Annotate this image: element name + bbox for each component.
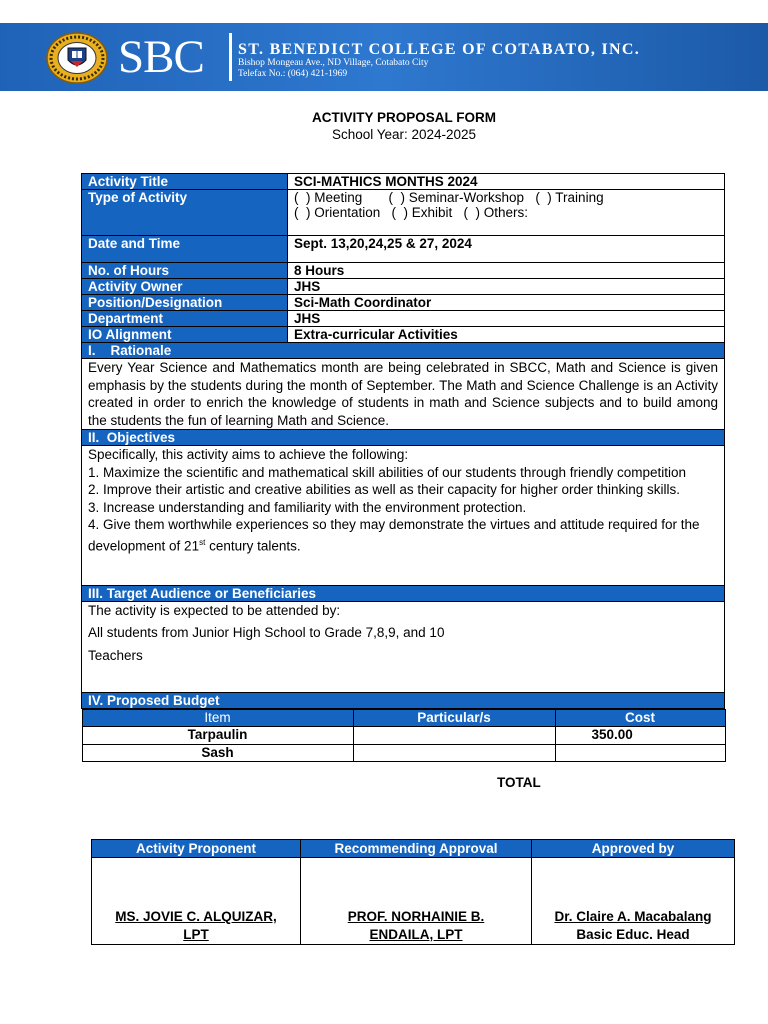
objectives-body-row [82,446,725,586]
objective-item-4-text: 4. Give them worthwhile experiences so they may demonstrate the virtues and attitude required for the development of 21 [88,517,700,553]
approver-signature [532,858,735,945]
school-address [238,58,428,80]
proponent-header: Activity Proponent [92,840,301,858]
budget-particulars [353,745,555,762]
department-value: JHS [288,311,725,327]
rationale-text: Every Year Science and Mathematics month are being celebrated in SBCC, Math and Science is given emphasis by the students during the month of September. The Math and Science Challenge is an Activity created in order to enrich the knowledge of students in math and Science subjects and to build among the students the fun of learning Math and Science. [82,359,725,430]
budget-table [82,709,726,762]
budget-col-item: Item [82,710,353,727]
audience-heading: III. Target Audience or Beneficiaries [82,586,725,602]
school-name: ST. BENEDICT COLLEGE OF COTABATO, INC. [238,41,641,58]
rationale-header-row [82,343,725,359]
objective-item-3: 3. Increase understanding and familiarity with the environment protection. [88,499,527,515]
address-line: Bishop Mongeau Ave., ND Village, Cotabato City [238,58,429,68]
objective-item-2: 2. Improve their artistic and creative abilities as well as their capacity for higher order thinking skills. [88,482,681,497]
objective-item-4 [88,516,718,555]
audience-body-row [82,602,725,693]
header-divider [229,33,232,81]
owner-label: Activity Owner [82,279,288,295]
audience-intro: The activity is expected to be attended by: [88,603,341,618]
owner-row [82,279,725,295]
budget-particulars [353,727,555,745]
signatories-header [92,840,735,858]
budget-cost [555,745,725,762]
date-label: Date and Time [82,236,288,263]
audience-line-students: All students from Junior High School to Grade 7,8,9, and 10 [88,625,445,640]
objectives-header-row [82,430,725,446]
objectives-content [82,446,725,586]
proponent-name: MS. JOVIE C. ALQUIZAR, [115,909,277,924]
hours-value: 8 Hours [288,263,725,279]
hours-label: No. of Hours [82,263,288,279]
position-row [82,295,725,311]
school-year: School Year: 2024-2025 [331,127,477,142]
io-value: Extra-curricular Activities [288,327,725,343]
audience-header-row [82,586,725,602]
position-label: Position/Designation [82,295,288,311]
budget-cost: 350.00 [555,727,725,745]
proponent-signature [92,858,301,945]
budget-total-label: TOTAL [497,775,541,790]
activity-type-line1: ( ) Meeting ( ) Seminar-Workshop ( ) Training [294,190,604,205]
recommending-header: Recommending Approval [301,840,532,858]
budget-header-row [82,693,725,709]
objective-item-4-sup: st [199,537,206,547]
department-row [82,311,725,327]
activity-title-value: SCI-MATHICS MONTHS 2024 [288,174,725,190]
date-value: Sept. 13,20,24,25 & 27, 2024 [288,236,725,263]
budget-heading: IV. Proposed Budget [82,693,725,709]
activity-title-label: Activity Title [82,174,288,190]
budget-item: Sash [82,745,353,762]
logo-text: SBC [118,31,204,83]
activity-type-row [82,190,725,236]
rationale-body-row [82,359,725,430]
objective-item-4-tail: century talents. [205,538,301,553]
owner-value: JHS [288,279,725,295]
io-row [82,327,725,343]
activity-type-line2: ( ) Orientation ( ) Exhibit ( ) Others: [294,205,529,220]
signatories-table [91,839,735,945]
budget-table-cell [82,709,725,763]
activity-type-label: Type of Activity [82,190,288,236]
telefax-line: Telefax No.: (064) 421-1969 [238,69,348,79]
recommending-credential: ENDAILA, LPT [369,927,463,942]
objective-item-1: 1. Maximize the scientific and mathematical skill abilities of our students through friendly competition [88,464,687,480]
position-value: Sci-Math Coordinator [288,295,725,311]
recommending-signature [301,858,532,945]
approved-header: Approved by [532,840,735,858]
approver-title: Basic Educ. Head [576,927,690,942]
rationale-heading: I. Rationale [82,343,725,359]
proponent-credential: LPT [183,927,209,942]
objectives-heading: II. Objectives [82,430,725,446]
table-row [82,727,725,745]
activity-type-options [288,190,725,236]
budget-col-particulars: Particular/s [353,710,555,727]
proposal-table [81,173,725,762]
io-label: IO Alignment [82,327,288,343]
activity-title-row [82,174,725,190]
college-seal-icon [44,30,110,86]
budget-item: Tarpaulin [82,727,353,745]
budget-col-cost: Cost [555,710,725,727]
table-row [82,745,725,762]
department-label: Department [82,311,288,327]
signatories-row [92,858,735,945]
date-row [82,236,725,263]
budget-table-row [82,709,725,763]
approver-name: Dr. Claire A. Macabalang [554,909,712,924]
objectives-intro: Specifically, this activity aims to achieve the following: [88,447,409,462]
hours-row [82,263,725,279]
audience-line-teachers: Teachers [88,648,143,663]
form-title: ACTIVITY PROPOSAL FORM [311,110,497,125]
audience-content [82,602,725,693]
recommending-name: PROF. NORHAINIE B. [347,909,485,924]
budget-columns [82,710,725,727]
